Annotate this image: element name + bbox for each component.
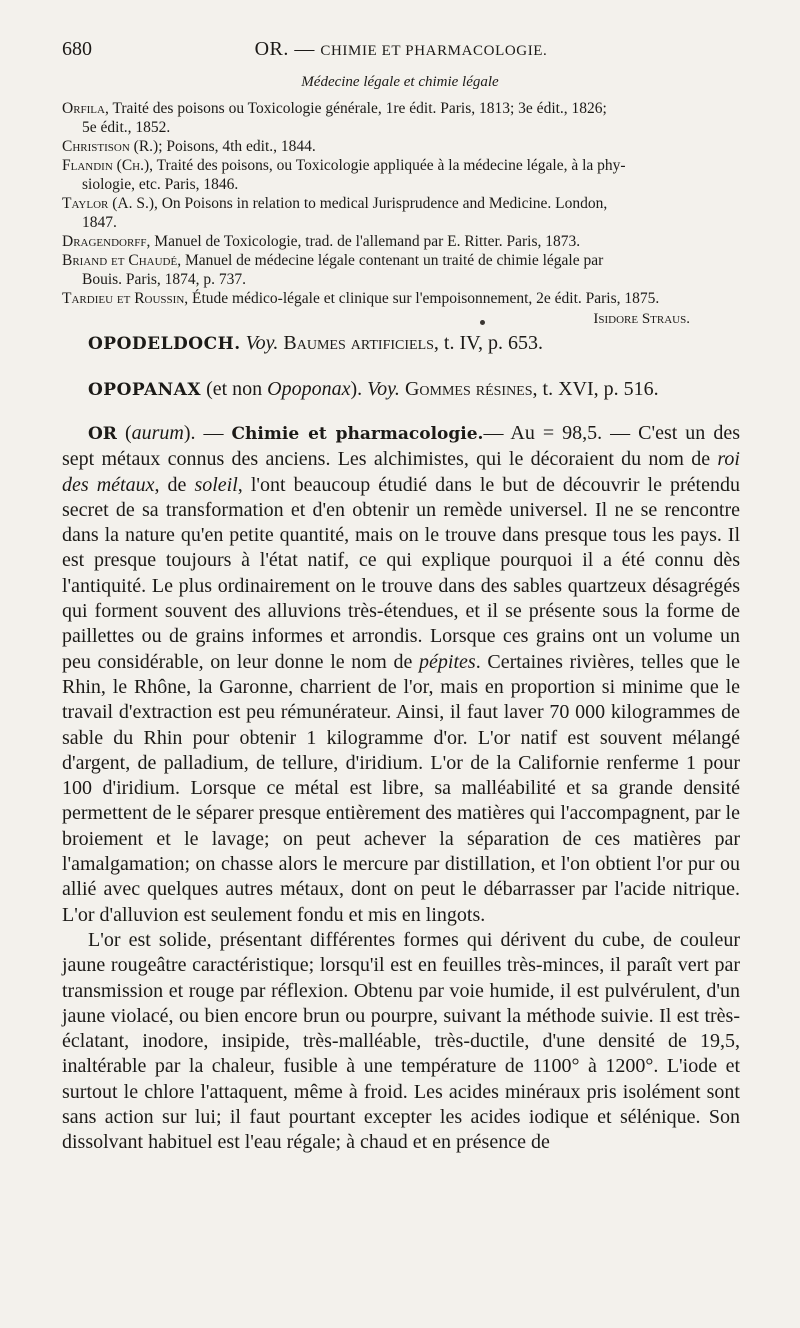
text: — Au = 98,5. — C'est un des sept métaux connus des anciens. Les alchimistes, qui le décoraient du nom de	[62, 422, 740, 471]
latin-name: aurum	[131, 422, 184, 444]
bib-entry	[62, 137, 740, 156]
cross-ref: Gommes résines	[404, 378, 533, 400]
bib-text: , Traité des poisons, ou Toxicologie appliquée à la médecine légale, à la phy-	[149, 157, 626, 174]
bib-author: Orfila	[62, 100, 105, 117]
cross-ref: Baumes artificiels	[283, 332, 434, 354]
bib-cont: 5e édit., 1852.	[82, 119, 171, 136]
voy-label: Voy.	[367, 378, 405, 400]
running-title-main: OR. —	[254, 38, 321, 60]
voy-label: Voy.	[240, 332, 284, 354]
paragraph-2: L'or est solide, présentant différentes formes qui dérivent du cube, de couleur jaune rougeâtre caractéristique; lorsqu'il est en feuilles très-minces, il paraît vert par transmission et rouge par réflexion. Obtenu par voie humide, il est pulvérulent, d'un jaune violacé, ou bien encore brun ou pourpre, suivant la méthode suivie. Il est très-éclatant, inodore, insipide, très-malléable, très-ductile, d'une densité de 19,5, inaltérable par la chaleur, fusible à une température de 1100° à 1200°. L'iode et surtout le chlore l'attaquent, même à froid. Les acides minéraux pris isolément sont sans action sur lui; il faut pourtant excepter les acides iodique et sélénique. Son dissolvant habituel est l'eau régale; à chaud et en présence de	[62, 928, 740, 1154]
bib-text: , Traité des poisons ou Toxicologie générale, 1re édit. Paris, 1813; 3e édit., 1826;	[104, 100, 607, 117]
bib-entry	[62, 156, 740, 194]
bib-author: Dragendorff	[62, 233, 147, 250]
paragraph-1: OR (aurum). — Chimie et pharmacologie.— Au = 98,5. — C'est un des sept métaux connus des anciens. Les alchimistes, qui le décoraient du nom de roi des métaux, de soleil, l'ont beaucoup étudié dans le but de découvrir le prétendu secret de sa transformation et d'en obtenir un remède universel. Il ne se rencontre dans la nature qu'en petite quantité, mais on le trouve dans presque tous les pays. Il est presque toujours à l'état natif, ce qui explique pourquoi il a été connu dès l'antiquité. Le plus ordinairement on le trouve dans des sables quartzeux désagrégés qui forment souvent des alluvions très-étendues, et il se présente sous la forme de paillettes ou de grains informes et arrondis. Lorsque ces grains ont un volume un peu considérable, on leur donne le nom de pépites. Certaines rivières, telles que le Rhin, le Rhône, la Garonne, charrient de l'or, mais en proportion si minime que le travail d'extraction est peu rémunérateur. Ainsi, il faut laver 70 000 kilogrammes de sable du Rhin pour obtenir 1 kilogramme d'or. L'or natif est souvent mélangé d'argent, de palladium, de tellure, d'iridium. L'or de la Californie renferme 1 pour 100 d'iridium. Lorsque ce métal est libre, sa malléabilité et sa grande densité permettent de le séparer presque entièrement des matières qui l'accompagnent, par le broiement et le lavage; on peut achever la séparation de ces matières par l'amalgamation; on chasse alors le mercure par distillation, et l'on obtient l'or pur ou allié avec quelques autres métaux, dont on peut le débarrasser par l'acide nitrique. L'or d'alluvion est seulement fondu et mis en lingots.	[62, 422, 741, 926]
italic-text: soleil	[194, 473, 238, 496]
italic-text: pépites	[419, 650, 476, 673]
running-title	[62, 38, 740, 61]
bib-text: , On Poisons in relation to medical Jurisprudence and Medicine. London,	[153, 195, 608, 212]
bib-cont: siologie, etc. Paris, 1846.	[82, 176, 239, 193]
ref-tail: , t. IV, p. 653.	[433, 332, 544, 354]
page-number: 680	[62, 38, 92, 60]
printer-dot	[480, 320, 485, 325]
entry-opodeldoch	[88, 331, 740, 357]
article-or	[62, 421, 740, 1156]
author-signature: Isidore Straus.	[593, 311, 690, 327]
text: , l'ont beaucoup étudié dans le but de découvrir le prétendu secret de sa transformation et d'en obtenir un remède universel. Il ne se rencontre dans la nature qu'en petite quantité, mais on le trouve dans presque tous les pays. Il est presque toujours à l'état natif, ce qui explique pourquoi il a été connu dès l'antiquité. Le plus ordinairement on le trouve dans des sables quartzeux désagrégés qui forment souvent des alluvions très-étendues, et il se présente sous la forme de paillettes ou de grains informes et arrondis. Lorsque ces grains ont un volume un peu considérable, on leur donne le nom de	[62, 473, 740, 673]
article-headword: OR	[88, 424, 117, 444]
bibliography	[62, 99, 740, 329]
text: , de	[154, 473, 195, 496]
bib-entry	[62, 232, 740, 251]
alt-spelling: Opoponax	[267, 378, 351, 400]
entry-opopanax	[88, 377, 740, 403]
section-heading: Médecine légale et chimie légale	[301, 74, 499, 90]
bib-entry	[62, 194, 740, 232]
italic-text: roi des métaux	[62, 448, 740, 496]
bib-cont: Bouis. Paris, 1874, p. 737.	[82, 271, 247, 288]
ref-tail: , t. XVI, p. 516.	[532, 378, 659, 400]
bib-text: , Manuel de Toxicologie, trad. de l'allemand par E. Ritter. Paris, 1873.	[146, 233, 581, 250]
entry-headword: OPODELDOCH.	[88, 334, 241, 354]
bib-entry	[62, 289, 740, 308]
entry-text: ).	[350, 378, 368, 400]
running-title-section: CHIMIE ET PHARMACOLOGIE.	[320, 43, 548, 59]
bib-author: Briand et Chaudé	[62, 252, 178, 269]
text: . Certaines rivières, telles que le Rhin, le Rhône, la Garonne, charrient de l'or, mais en proportion si minime que le travail d'extraction est peu rémunérateur. Ainsi, il faut laver 70 000 kilogrammes de sable du Rhin pour obtenir 1 kilogramme d'or. L'or natif est souvent mélangé d'argent, de palladium, de tellure, d'iridium. L'or de la Californie renferme 1 pour 100 d'iridium. Lorsque ce métal est libre, sa malléabilité et sa grande densité permettent de le séparer presque entièrement des matières qui l'accompagnent, par le broiement et le lavage; on peut achever la séparation de ces matières par l'amalgamation; on chasse alors le mercure par distillation, et l'on obtient l'or pur ou allié avec quelques autres métaux, dont on peut le débarrasser par l'acide nitrique. L'or d'alluvion est seulement fondu et mis en lingots.	[62, 650, 741, 926]
bib-author: Tardieu et Roussin	[62, 290, 185, 307]
bib-author: Flandin (Ch.)	[62, 157, 150, 174]
article-subject: Chimie et pharmacologie.	[231, 424, 484, 444]
running-header	[62, 38, 740, 66]
bib-author: Taylor (A. S.)	[62, 195, 154, 212]
bib-text: ; Poisons, 4th edit., 1844.	[158, 138, 316, 155]
bib-cont: 1847.	[82, 214, 117, 231]
bib-entry	[62, 99, 740, 137]
entry-text: (et non	[201, 378, 268, 400]
entry-headword: OPOPANAX	[88, 380, 202, 400]
bib-text: , Manuel de médecine légale contenant un traité de chimie légale par	[177, 252, 604, 269]
bib-entry	[62, 251, 740, 289]
bib-author: Christison (R.)	[62, 138, 159, 155]
bib-text: , Étude médico-légale et clinique sur l'empoisonnement, 2e édit. Paris, 1875.	[184, 290, 660, 307]
